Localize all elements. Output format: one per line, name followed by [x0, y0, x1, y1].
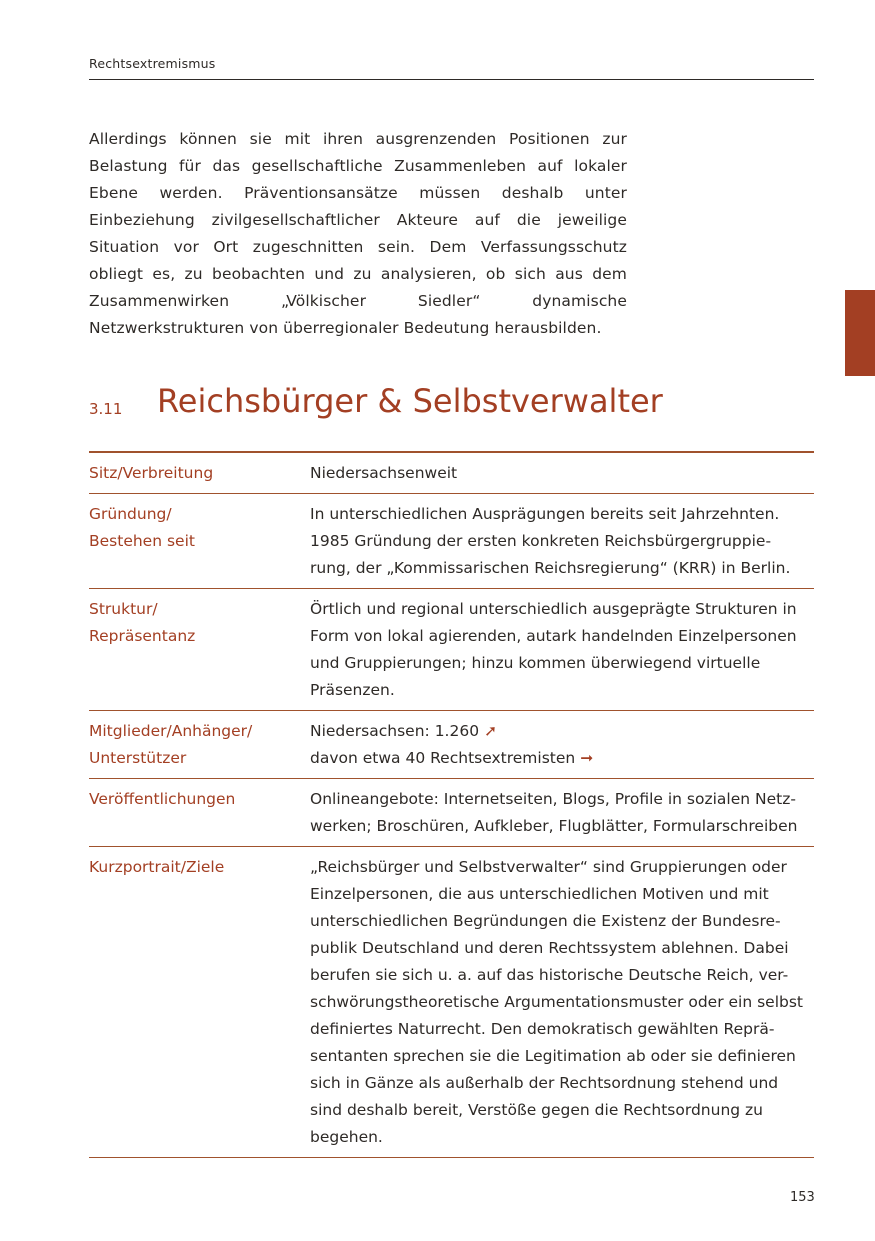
value-line: und Gruppierungen; hinzu kommen überwiegend virtuelle	[310, 654, 761, 672]
value-line: unterschiedlichen Begründungen die Existenz der Bundesre-	[310, 912, 781, 930]
value-line: sentanten sprechen sie die Legitimation ab oder sie definieren	[310, 1047, 796, 1065]
value-line: 1985 Gründung der ersten konkreten Reichsbürgergruppie-	[310, 532, 772, 550]
section-heading	[89, 382, 814, 432]
row-value	[310, 596, 814, 704]
row-value	[310, 460, 814, 487]
value-line: begehen.	[310, 1128, 383, 1146]
trend-flat-icon: ➞	[580, 749, 594, 767]
value-line: sich in Gänze als außerhalb der Rechtsordnung stehend und	[310, 1074, 779, 1092]
value-line: „Reichsbürger und Selbstverwalter“ sind Gruppierungen oder	[310, 858, 787, 876]
row-value	[310, 501, 814, 582]
table-row-gruendung	[89, 494, 814, 589]
section-title: Reichsbürger & Selbstverwalter	[157, 382, 663, 420]
table-row-veroeffentlichungen	[89, 779, 814, 847]
row-value	[310, 718, 814, 772]
value-line: rung, der „Kommissarischen Reichsregierung“ (KRR) in Berlin.	[310, 559, 791, 577]
intro-paragraph: Allerdings können sie mit ihren ausgrenzenden Positionen zur Belastung für das gesellschaftliche Zusammenleben auf lokaler Ebene werden. Präventionsansätze müssen deshalb unter Einbeziehung zivilgesellschaftlicher Akteure auf die jeweilige Situation vor Ort zugeschnitten sein. Dem Verfassungsschutz obliegt es, zu beobachten und zu analysieren, ob sich aus dem Zusammenwirken „Völkischer Siedler“ dynamische Netzwerkstrukturen von überregionaler Bedeutung herausbilden.	[89, 130, 627, 337]
value-line: publik Deutschland und deren Rechtssystem ablehnen. Dabei	[310, 939, 789, 957]
value-line: Einzelpersonen, die aus unterschiedlichen Motiven und mit	[310, 885, 769, 903]
table-row-struktur	[89, 589, 814, 711]
page-number: 153	[790, 1190, 815, 1205]
profile-table	[89, 451, 814, 1158]
row-label: Sitz/Verbreitung	[89, 464, 214, 482]
running-header: Rechtsextremismus	[89, 56, 216, 71]
row-label: Gründung/ Bestehen seit	[89, 505, 195, 550]
value-line: sind deshalb bereit, Verstöße gegen die Rechtsordnung zu	[310, 1101, 764, 1119]
row-label: Veröffentlichungen	[89, 790, 236, 808]
value-line: Örtlich und regional unterschiedlich ausgeprägte Strukturen in	[310, 600, 797, 618]
table-row-mitglieder	[89, 711, 814, 779]
value-line: definiertes Naturrecht. Den demokratisch gewählten Reprä-	[310, 1020, 775, 1038]
row-value	[310, 854, 814, 1151]
row-label: Mitglieder/Anhänger/ Unterstützer	[89, 722, 253, 767]
value-line: Form von lokal agierenden, autark handelnden Einzelpersonen	[310, 627, 797, 645]
row-label: Struktur/ Repräsentanz	[89, 600, 196, 645]
value-line: Präsenzen.	[310, 681, 395, 699]
members-count-text: Niedersachsen: 1.260	[310, 722, 480, 740]
value-line: schwörungstheoretische Argumentationsmuster oder ein selbst	[310, 993, 804, 1011]
value-line: In unterschiedlichen Ausprägungen bereits seit Jahrzehnten.	[310, 505, 780, 523]
chapter-thumb-tab	[845, 290, 875, 376]
header-divider	[89, 79, 814, 80]
row-label: Kurzportrait/Ziele	[89, 858, 225, 876]
value-line: berufen sie sich u. a. auf das historische Deutsche Reich, ver-	[310, 966, 789, 984]
table-row-sitz	[89, 453, 814, 494]
trend-up-icon: ➚	[484, 722, 498, 740]
value-line: Onlineangebote: Internetseiten, Blogs, Profile in sozialen Netz-	[310, 790, 796, 808]
value-line: Niedersachsenweit	[310, 464, 458, 482]
value-line: werken; Broschüren, Aufkleber, Flugblätter, Formularschreiben	[310, 817, 798, 835]
section-number: 3.11	[89, 400, 123, 418]
members-count-line	[310, 718, 814, 745]
table-row-kurzportrait	[89, 847, 814, 1158]
extremists-count-text: davon etwa 40 Rechtsextremisten	[310, 749, 576, 767]
extremists-count-line	[310, 745, 814, 772]
row-value	[310, 786, 814, 840]
